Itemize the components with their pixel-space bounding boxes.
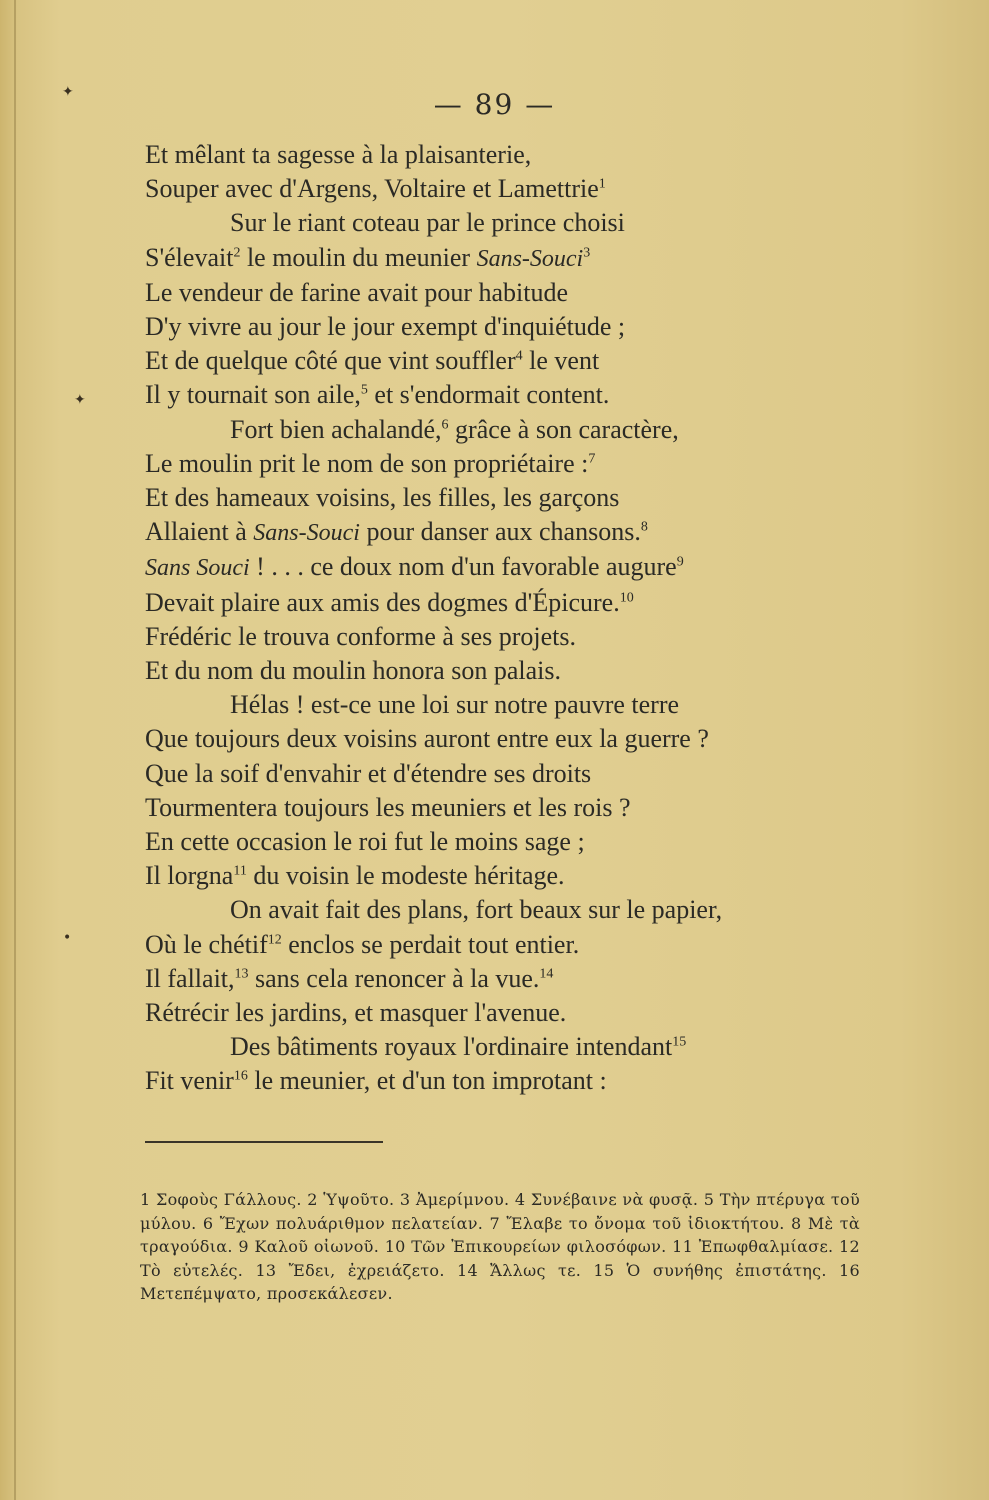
verse-line: Fit venir$^{16}$ le meunier, et d'un ton improtant : [145,1066,607,1096]
footnote-ref: 11 [233,863,247,879]
ink-speck: • [63,930,72,946]
footnote-ref: 1 [598,176,606,192]
verse-line: Devait plaire aux amis des dogmes d'Épicure.$^{10}$ [145,587,634,617]
poem-text [145,138,845,1099]
verse-line: S'élevait$^2$ le moulin du meunier Sans-Souci$^3$ [145,242,591,272]
verse-line: Que la soif d'envahir et d'étendre ses droits [145,758,592,788]
verse-line: Souper avec d'Argens, Voltaire et Lamettrie$^1$ [145,174,606,204]
verse-line: Le vendeur de farine avait pour habitude [145,277,569,307]
verse-line: Et de quelque côté que vint souffler$^4$ le vent [145,346,600,376]
footnote-ref: 15 [672,1034,687,1050]
footnote-ref: 9 [676,554,684,570]
verse-line: En cette occasion le roi fut le moins sage ; [145,827,585,857]
footnote-ref: 10 [619,589,634,605]
footnote-ref: 4 [515,348,523,364]
verse-line: Hélas ! est-ce une loi sur notre pauvre terre [230,690,680,720]
verse-line: D'y vivre au jour le jour exempt d'inquiétude ; [145,312,626,342]
verse-line: Fort bien achalandé,$^6$ grâce à son caractère, [230,414,679,444]
verse-line: Frédéric le trouva conforme à ses projets. [145,621,577,651]
page-number: — 89 — [433,88,556,121]
footnote-ref: 6 [441,416,449,432]
verse-line: Il fallait,$^{13}$ sans cela renoncer à la vue.$^{14}$ [145,963,554,993]
binding-edge [14,0,16,1500]
footnote-ref: 16 [233,1068,248,1084]
footnote-ref: 13 [234,966,249,982]
verse-line: Il y tournait son aile,$^5$ et s'endormait content. [145,380,610,410]
footnote-ref: 8 [640,519,648,535]
footnote-ref: 14 [539,966,554,982]
footnote-separator [145,1141,383,1143]
verse-line: Et mêlant ta sagesse à la plaisanterie, [145,140,532,169]
footnote-ref: 3 [583,244,591,260]
verse-line: Rétrécir les jardins, et masquer l'avenue. [145,998,567,1028]
ink-speck: ✦ [62,84,74,100]
verse-line: Où le chétif$^{12}$ enclos se perdait tout entier. [145,929,580,959]
verse-line: Sur le riant coteau par le prince choisi [230,208,625,238]
verse-line: On avait fait des plans, fort beaux sur le papier, [230,895,723,925]
footnote-ref: 12 [267,932,282,948]
verse-line: Et du nom du moulin honora son palais. [145,656,561,686]
verse-line: Et des hameaux voisins, les filles, les garçons [145,483,620,513]
verse-line: Sans Souci ! . . . ce doux nom d'un favorable augure$^9$ [145,552,684,582]
footnote-ref: 5 [360,382,368,398]
verse-line: Que toujours deux voisins auront entre eux la guerre ? [145,724,709,754]
verse-line: Le moulin prit le nom de son propriétaire :$^7$ [145,448,596,478]
footnote-ref: 2 [233,244,241,260]
ink-speck: ✦ [74,392,86,408]
verse-line: Allaient à Sans-Souci pour danser aux chansons.$^8$ [145,517,648,547]
verse-line: Il lorgna$^{11}$ du voisin le modeste héritage. [145,861,565,891]
verse-line: Des bâtiments royaux l'ordinaire intendant$^{15}$ [230,1032,687,1062]
footnotes: 1 Σοφοὺς Γάλλους. 2 Ὑψοῦτο. 3 Ἀμερίμνου. 4 Συνέβαινε νὰ φυσᾷ. 5 Τὴν πτέρυγα τοῦ μύλου. 6 Ἔχων πολυάριθμον πελατείαν. 7 Ἔλαβε το ὄνομα τοῦ ἰδιοκτήτου. 8 Μὲ τὰ τραγούδια. 9 Καλοῦ οἰωνοῦ. 10 Τῶν Ἐπικουρείων φιλοσόφων. 11 Ἐπωφθαλμίασε. 12 Τὸ εὐτελές. 13 Ἔδει, ἐχρειάζετο. 14 Ἄλλως τε. 15 Ὁ συνήθης ἐπιστάτης. 16 Μετεπέμψατο, προσεκάλεσεν. [140,1190,860,1303]
footnote-ref: 7 [588,451,596,467]
verse-line: Tourmentera toujours les meuniers et les rois ? [145,792,631,822]
